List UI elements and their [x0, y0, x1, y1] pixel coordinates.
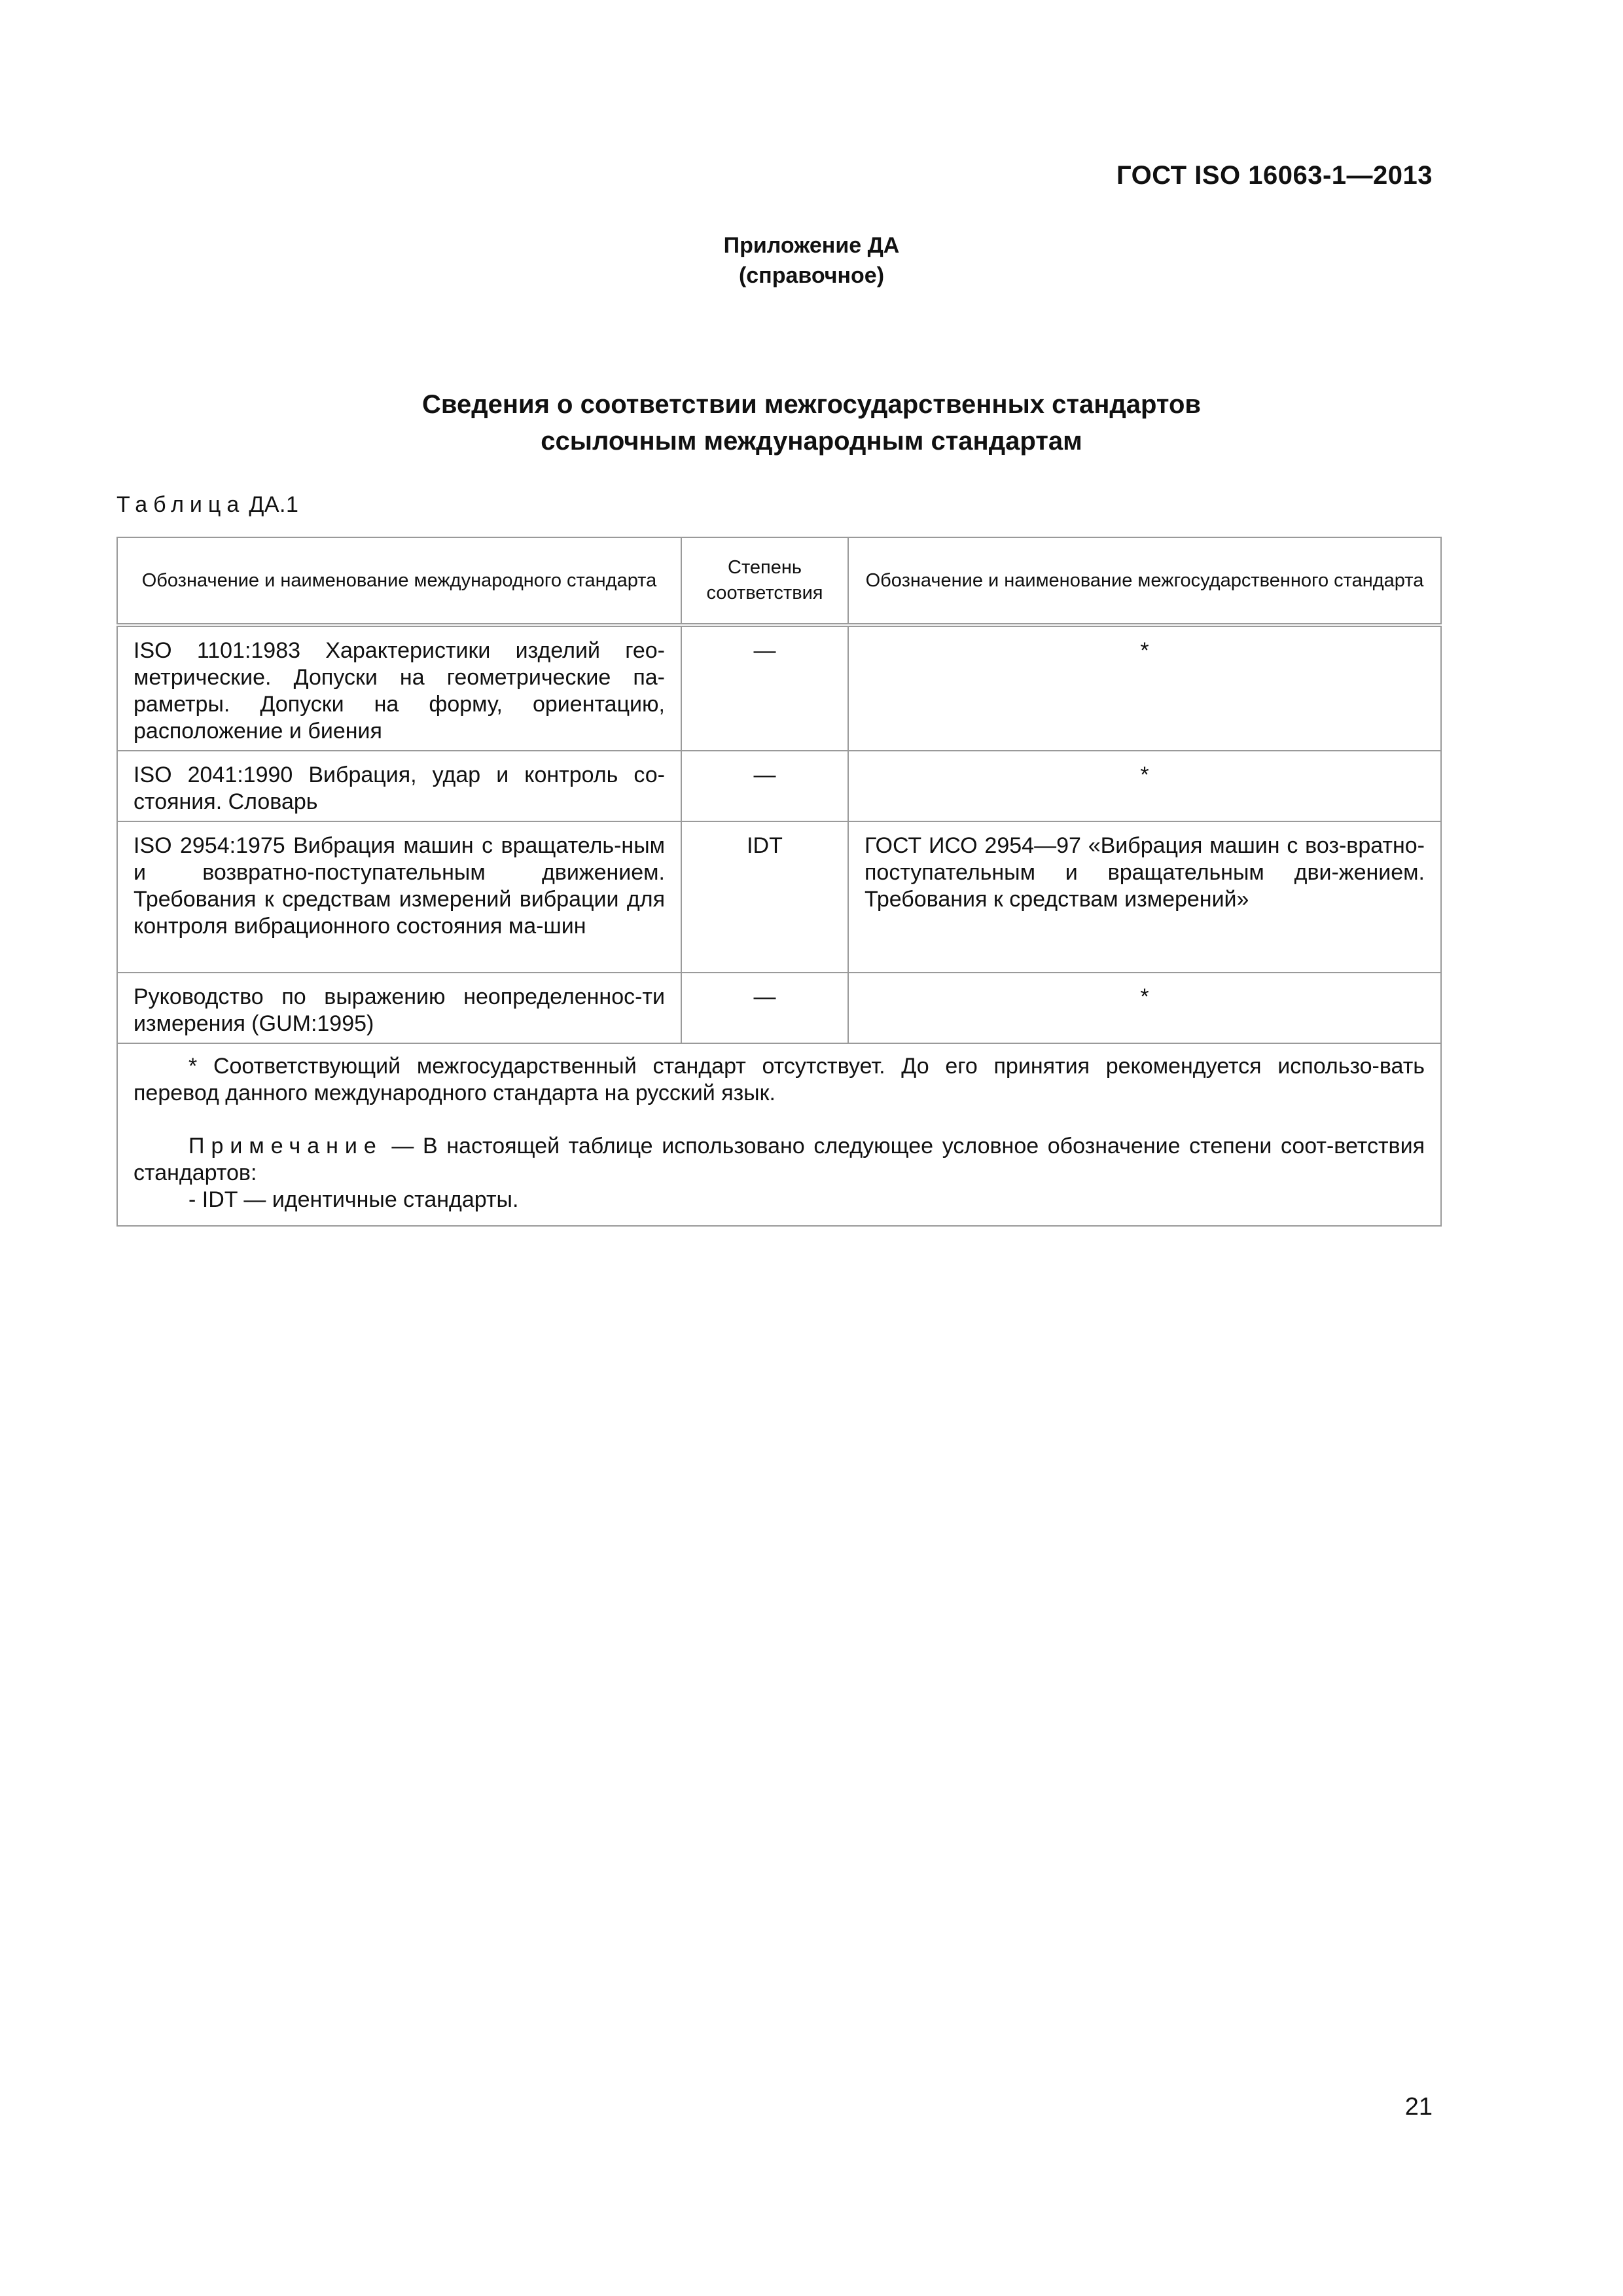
note-paragraph [134, 1133, 1425, 1187]
cell-international-standard: ISO 2041:1990 Вибрация, удар и контроль со-стояния. Словарь [117, 751, 681, 821]
cell-degree: — [681, 973, 848, 1043]
page-number: 21 [1404, 2093, 1433, 2121]
note-word: Примечание [188, 1134, 383, 1158]
footnote-text: * Соответствующий межгосударственный стандарт отсутствует. До его принятия рекомендуется использо-вать перевод данного международного стандарта на русский язык. [134, 1054, 1425, 1105]
cell-interstate-standard: * [848, 751, 1441, 821]
table-row [117, 973, 1441, 1043]
appendix-kind: (справочное) [738, 263, 885, 288]
cell-international-standard: ISO 1101:1983 Характеристики изделий гео-метрические. Допуски на геометрические па-раметры. Допуски на форму, ориентацию, расположение и биения [117, 625, 681, 751]
table-row [117, 821, 1441, 973]
document-code: ГОСТ ISO 16063-1—2013 [1116, 161, 1433, 190]
cell-interstate-standard: * [848, 625, 1441, 751]
cell-international-standard: Руководство по выражению неопределеннос-ти измерения (GUM:1995) [117, 973, 681, 1043]
cell-interstate-standard: ГОСТ ИСО 2954—97 «Вибрация машин с воз-вратно-поступательным и вращательным дви-жением. Требования к средствам измерений» [848, 821, 1441, 973]
header-interstate-standard: Обозначение и наименование межгосударственного стандарта [848, 537, 1441, 625]
note-text: — В настоящей таблице использовано следующее условное обозначение степени соот-ветствия стандартов: [134, 1134, 1425, 1185]
section-title [0, 386, 1623, 459]
table-header-row [117, 537, 1441, 625]
table-label-word: Таблица [116, 492, 245, 517]
table-label-number: ДА.1 [249, 492, 299, 517]
header-degree-of-correspondence: Степень соответствия [681, 537, 848, 625]
cell-interstate-standard: * [848, 973, 1441, 1043]
section-title-line-1: Сведения о соответствии межгосударственных стандартов [422, 390, 1201, 419]
note-item: - IDT — идентичные стандарты. [188, 1187, 519, 1212]
header-international-standard: Обозначение и наименование международного стандарта [117, 537, 681, 625]
table-label [116, 492, 298, 518]
appendix-heading [0, 230, 1623, 291]
table-row [117, 751, 1441, 821]
table-footnote-row [117, 1043, 1441, 1226]
appendix-title: Приложение ДА [723, 233, 900, 258]
cell-degree: IDT [681, 821, 848, 973]
section-title-line-2: ссылочным международным стандартам [541, 427, 1082, 456]
cell-degree: — [681, 625, 848, 751]
cell-international-standard: ISO 2954:1975 Вибрация машин с вращатель-ным и возвратно-поступательным движением. Требования к средствам измерений вибрации для контроля вибрационного состояния ма-шин [117, 821, 681, 973]
cell-degree: — [681, 751, 848, 821]
correspondence-table [116, 537, 1442, 1227]
table-footnote-cell [117, 1043, 1441, 1226]
table-row [117, 625, 1441, 751]
